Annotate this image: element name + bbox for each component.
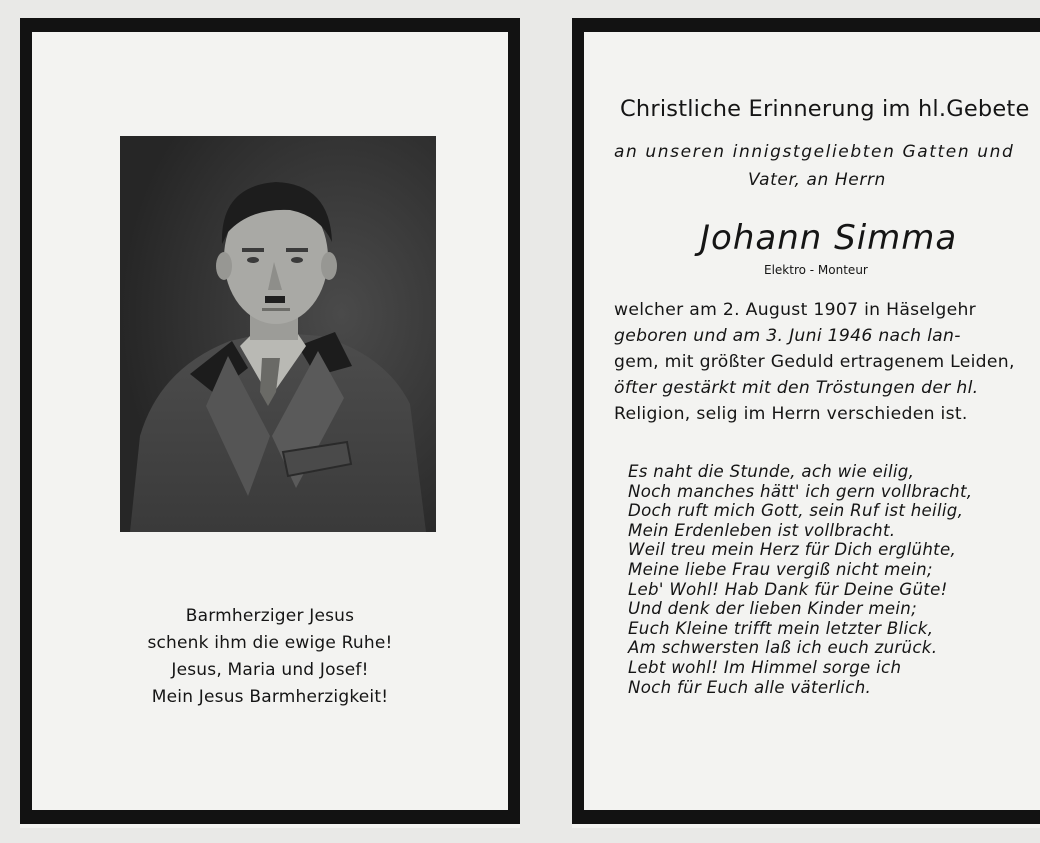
poem-line: Euch Kleine trifft mein letzter Blick, [628,618,934,638]
dedication-line-2: Vater, an Herrn [748,170,886,190]
poem-line: Noch für Euch alle väterlich. [628,677,872,697]
bio-line: Religion, selig im Herrn verschieden ist. [614,404,968,424]
prayer-line-2: schenk ihm die ewige Ruhe! [147,633,393,653]
poem-line: Weil treu mein Herz für Dich erglühte, [628,540,957,560]
occupation: Elektro - Monteur [764,263,868,277]
memorial-poem [628,462,1040,697]
left-memorial-card [20,18,520,828]
prayer-line-4: Mein Jesus Barmherzigkeit! [151,687,389,707]
bio-line: öfter gestärkt mit den Tröstungen der hl. [614,378,979,398]
card-border-left [572,18,584,824]
portrait-illustration [120,136,436,532]
bio-line: geboren und am 3. Juni 1946 nach lan- [614,326,961,346]
bio-line: gem, mit größter Geduld ertragenem Leiden, [614,352,1015,372]
portrait-photo [120,136,436,532]
poem-line: Leb' Wohl! Hab Dank für Deine Güte! [628,579,948,599]
poem-line: Es naht die Stunde, ach wie eilig, [628,462,915,481]
poem-line: Noch manches hätt' ich gern vollbracht, [628,481,973,501]
heading: Christliche Erinnerung im hl.Gebete [620,96,1030,122]
poem-line: Mein Erdenleben ist vollbracht. [628,520,896,540]
card-border-top [572,18,1040,32]
card-border-bottom [572,810,1040,824]
prayer-line-3: Jesus, Maria und Josef! [171,660,369,680]
prayer-line-1: Barmherziger Jesus [185,606,355,626]
card-border-bottom [20,810,520,824]
right-memorial-card [572,18,1040,828]
poem-line: Am schwersten laß ich euch zurück. [628,638,938,658]
dedication-line-1: an unseren innigstgeliebten Gatten und [614,142,1015,162]
biography [614,297,1040,427]
card-border-top [20,18,520,32]
left-prayer-lines [20,603,520,711]
poem-line: Und denk der lieben Kinder mein; [628,599,917,619]
poem-line: Doch ruft mich Gott, sein Ruf ist heilig, [628,501,964,521]
bio-line: welcher am 2. August 1907 in Häselgehr [614,300,977,320]
poem-line: Lebt wohl! Im Himmel sorge ich [628,657,902,677]
poem-line: Meine liebe Frau vergiß nicht mein; [628,559,933,579]
deceased-name: Johann Simma [700,218,958,258]
